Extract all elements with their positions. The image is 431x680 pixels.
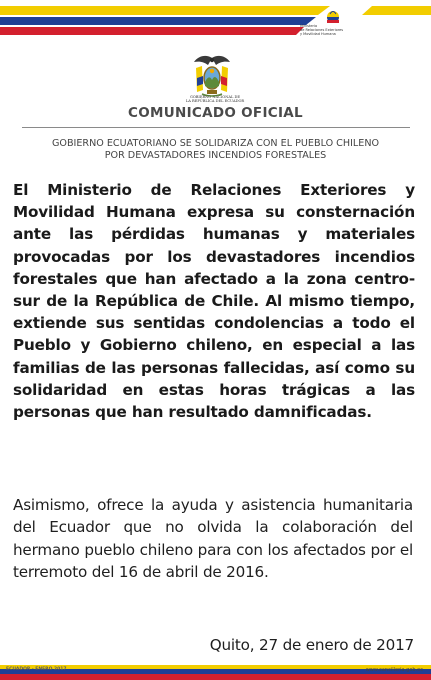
ministry-line: Ministerio	[300, 24, 318, 28]
subtitle-line: POR DEVASTADORES INCENDIOS FORESTALES	[104, 150, 327, 161]
coat-caption-line: GOBIERNO NACIONAL DE	[189, 95, 241, 99]
coat-caption-line: LA REPÚBLICA DEL ECUADOR	[185, 99, 245, 104]
date-line: Quito, 27 de enero de 2017	[209, 636, 414, 654]
header-flag-stripes	[0, 0, 431, 40]
footer-website: www.cancilleria.gob.ec	[365, 667, 423, 673]
subtitle-line: GOBIERNO ECUATORIANO SE SOLIDARIZA CON EL PUEBLO CHILENO	[51, 138, 380, 149]
coat-caption	[160, 95, 270, 103]
body-paragraph-bold: El Ministerio de Relaciones Exteriores y Movilidad Humana expresa su consternación ante las pérdidas humanas y materiales provocadas por los devastadores incendios forestales que han afectado a la zona centro-sur de la República de Chile. Al mismo tiempo, extiende sus sentidas condolencias a todo el Pueblo y Gobierno chileno, en especial a las familias de las personas fallecidas, así como su solidaridad en estas horas trágicas a las personas que han resultado damnificadas.	[13, 181, 415, 422]
ministry-line: de Relaciones Exteriores	[300, 28, 344, 32]
coat-of-arms-icon	[190, 54, 234, 100]
body-paragraph: Asimismo, ofrece la ayuda y asistencia humanitaria del Ecuador que no olvida la colaboración del hermano pueblo chileno para con los afectados por el terremoto del 16 de abril de 2016.	[13, 496, 413, 581]
footer-left-text: ECUADOR · ENERO 2017	[6, 667, 67, 672]
document-title: COMUNICADO OFICIAL	[128, 105, 303, 121]
ministry-line: y Movilidad Humana	[300, 32, 336, 36]
document-subtitle	[0, 138, 431, 162]
ministry-name	[300, 24, 360, 36]
title-divider	[22, 127, 410, 128]
